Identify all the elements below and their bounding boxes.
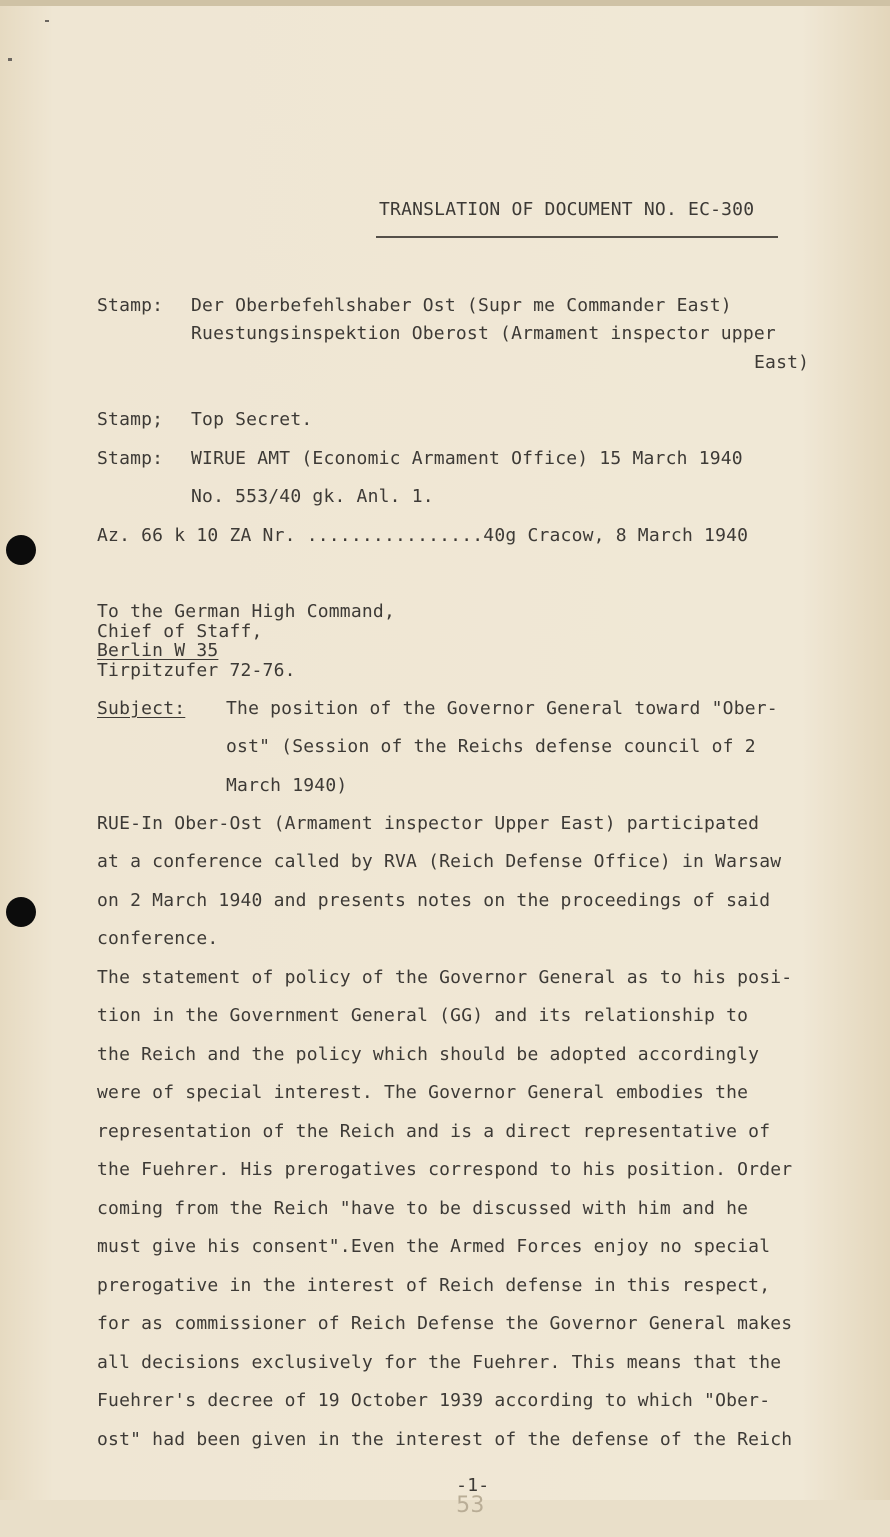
stamp-label: Stamp: (97, 295, 164, 316)
reference-line: Az. 66 k 10 ZA Nr. ................40g Cracow, 8 March 1940 (97, 525, 749, 546)
document-title: TRANSLATION OF DOCUMENT NO. EC-300 (379, 199, 755, 220)
subject-label: Subject: (97, 698, 186, 719)
stamp-label: Stamp; (97, 409, 164, 430)
subject-line: The position of the Governor General toward "Ober- (226, 698, 778, 719)
handwritten-page-number: 53 (456, 1493, 485, 1518)
stamp-line: Der Oberbefehlshaber Ost (Supr me Commander East) (191, 295, 732, 316)
address-line: Chief of Staff, (97, 621, 263, 642)
paragraph-line: for as commissioner of Reich Defense the Governor General makes (97, 1313, 793, 1334)
punch-hole (6, 535, 36, 565)
address-line: Tirpitzufer 72-76. (97, 660, 296, 681)
title-rule (376, 236, 778, 238)
subject-line: ost" (Session of the Reichs defense council of 2 (226, 736, 756, 757)
paragraph-line: tion in the Government General (GG) and its relationship to (97, 1005, 749, 1026)
stamp-line: Ruestungsinspektion Oberost (Armament inspector upper (191, 323, 776, 344)
paragraph-line: coming from the Reich "have to be discussed with him and he (97, 1198, 749, 1219)
stamp-line: East) (754, 352, 810, 373)
paragraph-line: at a conference called by RVA (Reich Defense Office) in Warsaw (97, 851, 782, 872)
paragraph-line: ost" had been given in the interest of the defense of the Reich (97, 1429, 793, 1450)
subject-line: March 1940) (226, 775, 348, 796)
paper-mark (45, 20, 49, 22)
paragraph-line: must give his consent".Even the Armed Forces enjoy no special (97, 1236, 771, 1257)
stamp-text: Top Secret. (191, 409, 313, 430)
paragraph-line: the Reich and the policy which should be adopted accordingly (97, 1044, 760, 1065)
paragraph-line: on 2 March 1940 and presents notes on the proceedings of said (97, 890, 771, 911)
page-number-text: -1- (456, 1475, 490, 1496)
stamp-label: Stamp: (97, 448, 164, 469)
punch-hole (6, 897, 36, 927)
paragraph-line: conference. (97, 928, 219, 949)
page-number (412, 1456, 489, 1537)
paragraph-line: RUE-In Ober-Ost (Armament inspector Upper East) participated (97, 813, 760, 834)
paragraph-line: The statement of policy of the Governor General as to his posi- (97, 967, 793, 988)
paper-mark (8, 58, 12, 61)
paragraph-line: representation of the Reich and is a direct representative of (97, 1121, 771, 1142)
address-line: To the German High Command, (97, 601, 395, 622)
stamp-line: WIRUE AMT (Economic Armament Office) 15 March 1940 (191, 448, 743, 469)
paragraph-line: all decisions exclusively for the Fuehrer. This means that the (97, 1352, 782, 1373)
address-line: Berlin W 35 (97, 640, 219, 661)
paragraph-line: were of special interest. The Governor General embodies the (97, 1082, 749, 1103)
stamp-line: No. 553/40 gk. Anl. 1. (191, 486, 434, 507)
paragraph-line: the Fuehrer. His prerogatives correspond to his position. Order (97, 1159, 793, 1180)
paragraph-line: prerogative in the interest of Reich defense in this respect, (97, 1275, 771, 1296)
paragraph-line: Fuehrer's decree of 19 October 1939 according to which "Ober- (97, 1390, 771, 1411)
